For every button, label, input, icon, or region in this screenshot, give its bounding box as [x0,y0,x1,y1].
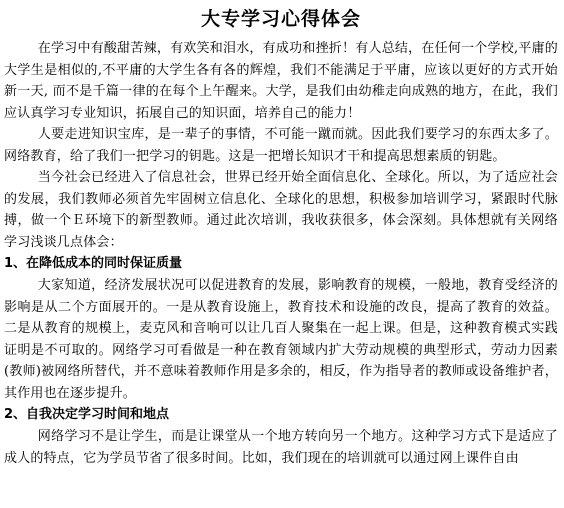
body-paragraph: 人要走进知识宝库，是一辈子的事情，不可能一蹴而就。因此我们要学习的东西太多了。网络教育，给了我们一把学习的钥匙。这是一把增长知识才干和提高思想素质的钥匙。 [4,127,558,164]
document-title: 大专学习心得体会 [200,8,361,30]
body-paragraph: 在学习中有酸甜苦辣，有欢笑和泪水，有成功和挫折！有人总结，在任何一个学校,平庸的大学生是相似的,不平庸的大学生各有各的辉煌，我们不能满足于平庸，应该以更好的方式开始新一天, 而不是千篇一律的在每个上午醒来。大学，是我们由幼稚走向成熟的地方，在此，我们应认真学习专业知识，拓展自己的知识面，培养自己的能力！ [4,41,558,121]
section-heading-2: 2、自我决定学习时间和地点 [4,407,170,422]
section-1-paragraph: 大家知道，经济发展状况可以促进教育的发展，影响教育的规模，一般地，教育受经济的影响是从二个方面展开的。一是从教育设施上，教育技术和设施的改良，提高了教育的效益。二是从教育的规模上，麦克风和音响可以让几百人聚集在一起上课。但是，这种教育模式实践证明是不可取的。网络学习可看做是一种在教育领域内扩大劳动规模的典型形式，劳动力因素(教师)被网络所替代，并不意味着教师作用是多余的，相反，作为指导者的教师或设备维护者，其作用也在逐步提升。 [4,278,558,401]
body-paragraph: 当今社会已经进入了信息社会，世界已经开始全面信息化、全球化。所以，为了适应社会的发展，我们教师必须首先牢固树立信息化、全球化的思想，积极参加培训学习，紧跟时代脉搏，做一个Ｅ环境下的新型教师。通过此次培训，我收获很多，体会深刻。具体想就有关网络学习浅谈几点体会： [4,170,558,250]
section-heading-1: 1、在降低成本的同时保证质量 [4,256,183,271]
section-2-paragraph: 网络学习不是让学生，而是让课堂从一个地方转向另一个地方。这种学习方式下是适应了成人的特点，它为学员节省了很多时间。比如，我们现在的培训就可以通过网上课件自由 [4,429,558,466]
